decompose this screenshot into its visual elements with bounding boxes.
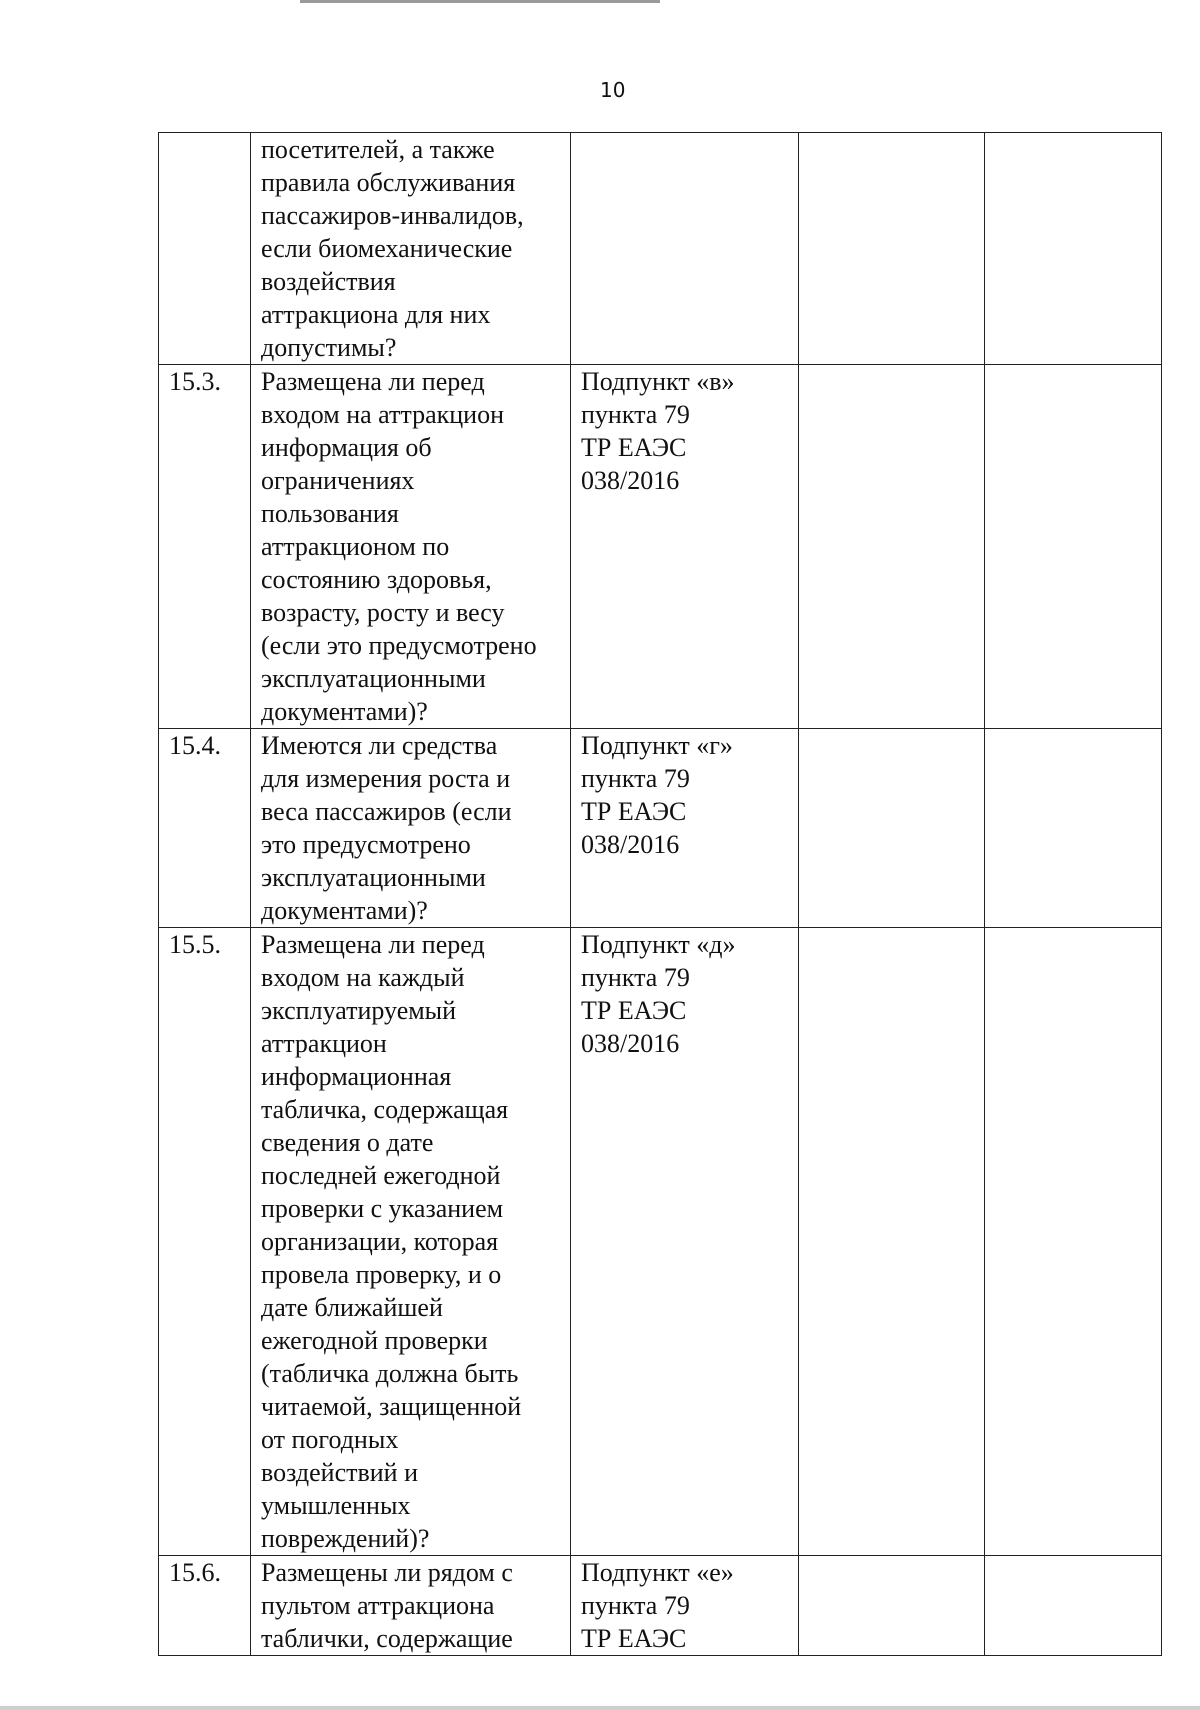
question-text: Имеются ли средства для измерения роста и веса пассажиров (если это предусмотрено эксплуатационными документами)? bbox=[251, 729, 571, 928]
table-row bbox=[159, 1556, 1162, 1656]
row-number: 15.6. bbox=[159, 1556, 251, 1656]
legal-reference bbox=[571, 133, 799, 365]
answer-cell bbox=[799, 365, 985, 729]
legal-reference: Подпункт «г» пункта 79 ТР ЕАЭС 038/2016 bbox=[571, 729, 799, 928]
table-row bbox=[159, 928, 1162, 1556]
legal-reference: Подпункт «е» пункта 79 ТР ЕАЭС bbox=[571, 1556, 799, 1656]
question-text: Размещена ли перед входом на аттракцион информация об ограничениях пользования аттракционом по состоянию здоровья, возрасту, росту и весу (если это предусмотрено эксплуатационными документами)? bbox=[251, 365, 571, 729]
row-number bbox=[159, 133, 251, 365]
row-number: 15.4. bbox=[159, 729, 251, 928]
note-cell bbox=[985, 365, 1162, 729]
table-row bbox=[159, 133, 1162, 365]
question-text: Размещены ли рядом с пультом аттракциона таблички, содержащие bbox=[251, 1556, 571, 1656]
note-cell bbox=[985, 1556, 1162, 1656]
answer-cell bbox=[799, 1556, 985, 1656]
table-row bbox=[159, 365, 1162, 729]
scan-bottom-edge bbox=[0, 1706, 1200, 1710]
note-cell bbox=[985, 928, 1162, 1556]
answer-cell bbox=[799, 729, 985, 928]
answer-cell bbox=[799, 133, 985, 365]
legal-reference: Подпункт «д» пункта 79 ТР ЕАЭС 038/2016 bbox=[571, 928, 799, 1556]
note-cell bbox=[985, 729, 1162, 928]
checklist-table bbox=[158, 132, 1162, 1656]
answer-cell bbox=[799, 928, 985, 1556]
note-cell bbox=[985, 133, 1162, 365]
table-row bbox=[159, 729, 1162, 928]
scan-edge-mark bbox=[300, 0, 660, 3]
question-text: посетителей, а также правила обслуживания пассажиров-инвалидов, если биомеханические воздействия аттракциона для них допустимы? bbox=[251, 133, 571, 365]
question-text: Размещена ли перед входом на каждый эксплуатируемый аттракцион информационная табличка, содержащая сведения о дате последней ежегодной проверки с указанием организации, которая провела проверку, и о дате ближайшей ежегодной проверки (табличка должна быть читаемой, защищенной от погодных воздействий и умышленных повреждений)? bbox=[251, 928, 571, 1556]
page-number: 10 bbox=[600, 78, 626, 102]
legal-reference: Подпункт «в» пункта 79 ТР ЕАЭС 038/2016 bbox=[571, 365, 799, 729]
row-number: 15.5. bbox=[159, 928, 251, 1556]
row-number: 15.3. bbox=[159, 365, 251, 729]
